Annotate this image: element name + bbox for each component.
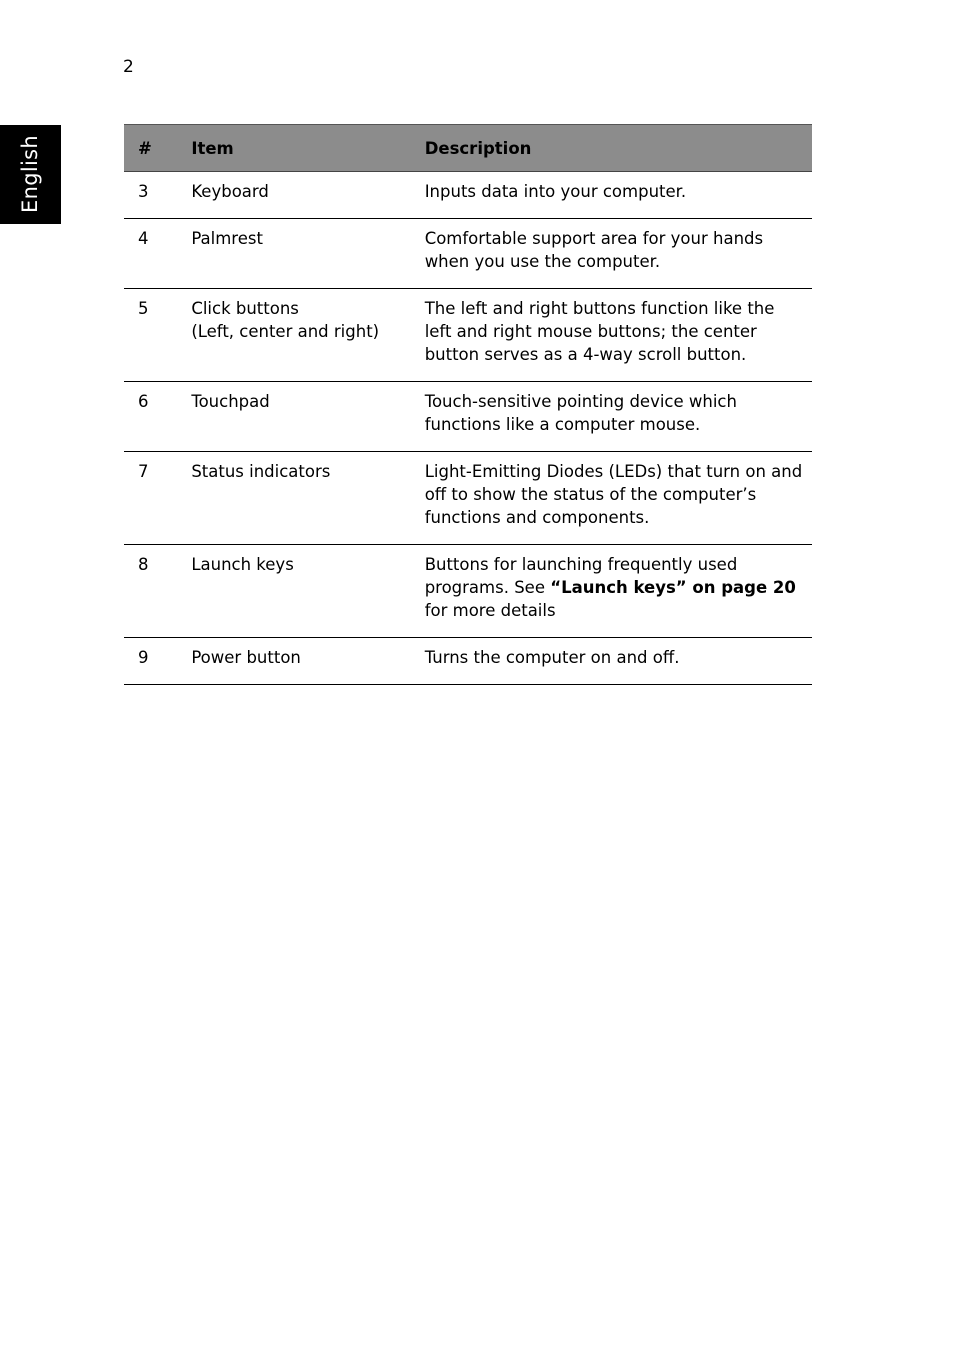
component-table: [124, 124, 812, 685]
row-description-cell: [425, 545, 812, 638]
row-num: 6: [124, 382, 191, 452]
row-num: 5: [124, 289, 191, 382]
row-item: Keyboard: [191, 172, 424, 219]
table-row: [124, 289, 812, 382]
row-description: The left and right buttons function like the left and right mouse buttons; the center button serves as a 4-way scroll button.: [425, 289, 812, 382]
table-row: [124, 452, 812, 545]
row-description: Comfortable support area for your hands when you use the computer.: [425, 219, 812, 289]
row-num: 3: [124, 172, 191, 219]
table-row: [124, 638, 812, 685]
row-item: Palmrest: [191, 219, 424, 289]
row-item-subtitle: (Left, center and right): [191, 322, 380, 341]
row-num: 4: [124, 219, 191, 289]
row-num: 7: [124, 452, 191, 545]
header-item: Item: [191, 125, 424, 172]
row-description: Light-Emitting Diodes (LEDs) that turn on and off to show the status of the computer’s functions and components.: [425, 452, 812, 545]
row-description: Buttons for launching frequently used programs. See: [424, 555, 738, 597]
table-row: [124, 219, 812, 289]
header-num: #: [124, 125, 191, 172]
table-row: [124, 382, 812, 452]
cross-reference-link[interactable]: “Launch keys” on page 20: [550, 578, 796, 597]
row-num: 8: [124, 545, 191, 638]
row-item: Touchpad: [191, 382, 424, 452]
row-item: Status indicators: [191, 452, 424, 545]
row-description-tail: for more details: [424, 601, 556, 620]
row-description: Inputs data into your computer.: [425, 172, 812, 219]
language-tab-label: English: [18, 135, 42, 213]
row-item: Power button: [191, 638, 424, 685]
table-row: [124, 172, 812, 219]
page-number: 2: [123, 57, 134, 77]
row-num: 9: [124, 638, 191, 685]
header-description: Description: [425, 125, 812, 172]
row-item-cell: [191, 289, 424, 382]
row-description: Touch-sensitive pointing device which functions like a computer mouse.: [425, 382, 812, 452]
row-item: Click buttons: [191, 299, 299, 318]
table-header-row: [124, 125, 812, 172]
table-row: [124, 545, 812, 638]
row-description: Turns the computer on and off.: [425, 638, 812, 685]
row-item: Launch keys: [191, 545, 424, 638]
language-tab: [0, 125, 61, 224]
